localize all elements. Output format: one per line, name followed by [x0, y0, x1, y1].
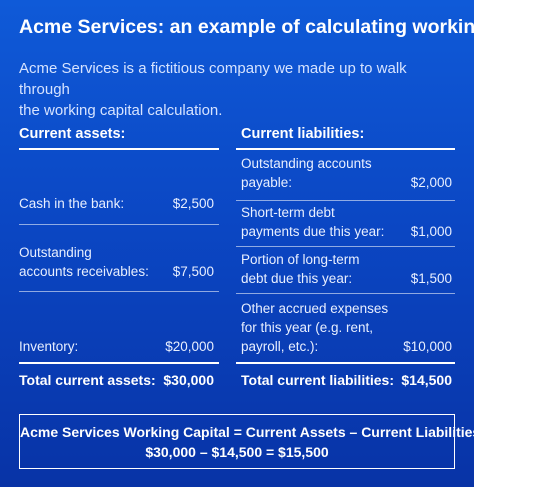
liabilities-total-value: $14,500	[401, 372, 452, 388]
liabilities-total-label: Total current liabilities:	[241, 372, 394, 388]
row-divider	[236, 293, 455, 294]
subtitle-line: Acme Services is a fictitious company we made up to walk through	[19, 60, 407, 98]
row-divider	[19, 291, 219, 292]
subtitle-line: the working capital calculation.	[19, 102, 223, 119]
liability-row-value: $2,000	[410, 175, 452, 190]
assets-total-value: $30,000	[163, 372, 214, 388]
assets-header-divider	[19, 148, 219, 150]
assets-header: Current assets:	[19, 126, 126, 142]
row-divider	[236, 246, 455, 247]
asset-row-label: Inventory:	[19, 339, 79, 354]
asset-row-label: Cash in the bank:	[19, 196, 125, 211]
liabilities-header-divider	[236, 148, 455, 150]
liability-row-label: Short-term debt payments due this year:	[241, 205, 385, 239]
liabilities-total-divider	[236, 362, 455, 364]
assets-total-divider	[19, 362, 219, 364]
page-title: Acme Services: an example of calculating working capital.	[19, 16, 560, 38]
liabilities-header: Current liabilities:	[241, 126, 365, 142]
formula-box	[19, 414, 481, 469]
liability-row-value: $1,500	[410, 271, 452, 286]
asset-row-value: $7,500	[172, 264, 214, 279]
row-divider	[19, 224, 219, 225]
formula-equation: Acme Services Working Capital = Current Assets – Current Liabilities	[20, 424, 481, 440]
liability-row-label: Other accrued expenses for this year (e.g. rent, payroll, etc.):	[241, 301, 389, 354]
liability-row-value: $10,000	[403, 339, 452, 354]
formula-result: $30,000 – $14,500 = $15,500	[145, 444, 329, 460]
subtitle	[19, 58, 459, 121]
liability-row-label: Outstanding accounts payable:	[241, 156, 372, 190]
liability-row-value: $1,000	[410, 224, 452, 239]
assets-total-label: Total current assets:	[19, 372, 156, 388]
asset-row-label: Outstanding accounts receivables:	[19, 245, 149, 279]
row-divider	[236, 200, 455, 201]
asset-row-value: $20,000	[165, 339, 214, 354]
asset-row-value: $2,500	[172, 196, 214, 211]
liability-row-label: Portion of long-term debt due this year:	[241, 252, 360, 286]
